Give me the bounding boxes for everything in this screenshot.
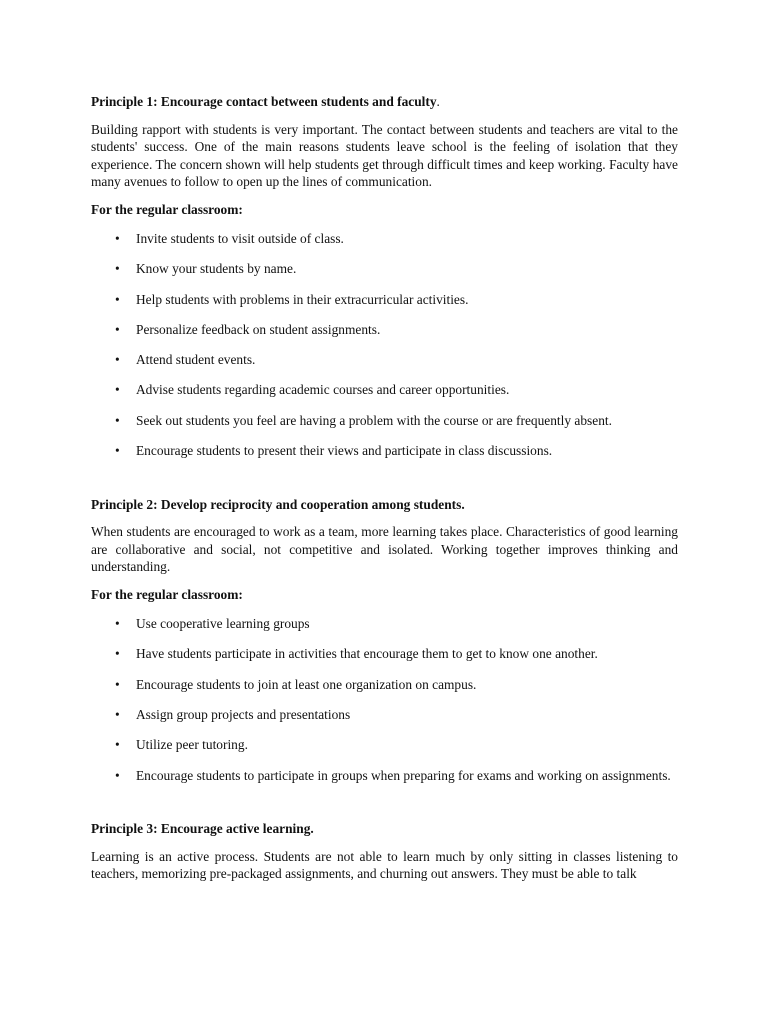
principle-1-bullet-list bbox=[91, 230, 678, 460]
bullet-icon: • bbox=[115, 443, 120, 459]
document-page bbox=[91, 93, 678, 883]
bullet-icon: • bbox=[115, 291, 120, 307]
list-item: • Seek out students you feel are having a problem with the course or are frequently absent. bbox=[115, 412, 612, 428]
list-item: • Attend student events. bbox=[115, 352, 256, 368]
principle-2-subheading: For the regular classroom: bbox=[91, 586, 243, 602]
principle-1-subheading: For the regular classroom: bbox=[91, 201, 243, 217]
bullet-icon: • bbox=[115, 352, 120, 368]
principle-3-heading: Principle 3: Encourage active learning. bbox=[91, 821, 314, 837]
list-item: • Personalize feedback on student assignments. bbox=[115, 321, 381, 337]
list-item: • Have students participate in activities that encourage them to get to know one another. bbox=[115, 646, 598, 662]
bullet-icon: • bbox=[115, 382, 120, 398]
bullet-icon: • bbox=[115, 767, 120, 783]
principle-2-paragraph: When students are encouraged to work as a team, more learning takes place. Characteristics of good learning are collaborative and social, not competitive and isolated. Working together improves thinking and understanding. bbox=[91, 524, 678, 575]
bullet-icon: • bbox=[115, 646, 120, 662]
bullet-icon: • bbox=[115, 676, 120, 692]
list-item: • Utilize peer tutoring. bbox=[115, 737, 248, 753]
list-item: • Encourage students to present their views and participate in class discussions. bbox=[115, 443, 553, 459]
principle-1-heading: Principle 1: Encourage contact between students and faculty. bbox=[91, 94, 440, 109]
principle-2-heading: Principle 2: Develop reciprocity and cooperation among students. bbox=[91, 496, 465, 512]
bullet-icon: • bbox=[115, 231, 120, 246]
list-item: • Encourage students to participate in groups when preparing for exams and working on assignments. bbox=[115, 767, 671, 783]
principle-1-paragraph: Building rapport with students is very important. The contact between students and teachers are vital to the students' success. One of the main reasons students leave school is the feeling of isolation that they experience. The concern shown will help students get through difficult times and keep working. Faculty have many avenues to follow to open up the lines of communication. bbox=[91, 121, 678, 189]
list-item: • Assign group projects and presentations bbox=[115, 706, 351, 722]
bullet-icon: • bbox=[115, 616, 120, 632]
principle-3-paragraph: Learning is an active process. Students are not able to learn much by only sitting in classes listening to teachers, memorizing pre-packaged assignments, and churning out answers. They must be able to talk bbox=[91, 848, 678, 882]
principle-1-heading-period: . bbox=[436, 94, 440, 109]
bullet-icon: • bbox=[115, 321, 120, 337]
bullet-icon: • bbox=[115, 706, 120, 722]
list-item: • Know your students by name. bbox=[115, 261, 297, 277]
principle-2-bullet-list bbox=[91, 615, 678, 784]
list-item: • Advise students regarding academic courses and career opportunities. bbox=[115, 382, 510, 398]
list-item: • Invite students to visit outside of class. bbox=[115, 231, 344, 246]
bullet-icon: • bbox=[115, 261, 120, 277]
list-item: • Help students with problems in their extracurricular activities. bbox=[115, 291, 469, 307]
bullet-icon: • bbox=[115, 412, 120, 428]
list-item: • Use cooperative learning groups bbox=[115, 616, 310, 632]
list-item: • Encourage students to join at least one organization on campus. bbox=[115, 676, 477, 692]
bullet-icon: • bbox=[115, 737, 120, 753]
